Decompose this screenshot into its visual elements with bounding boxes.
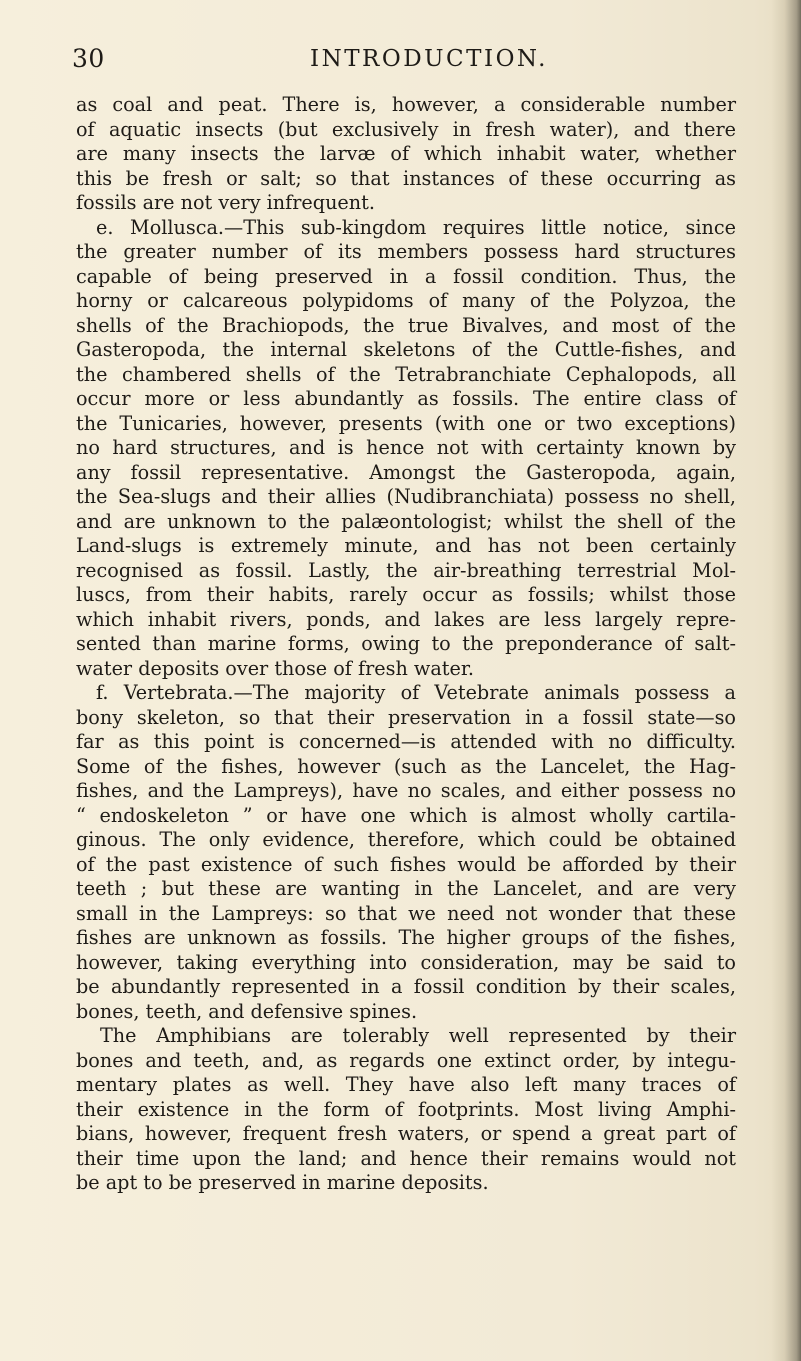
text-line: far as this point is concerned—is attended with no difficulty. xyxy=(76,730,736,753)
text-line: as coal and peat. There is, however, a considerable number xyxy=(76,93,736,116)
text-line: e. Mollusca.—This sub-kingdom requires little notice, since xyxy=(96,215,736,239)
text-line: ginous. The only evidence, therefore, which could be obtained xyxy=(76,828,736,851)
text-line: shells of the Brachiopods, the true Bivalves, and most of the xyxy=(76,313,736,337)
text-line: which inhabit rivers, ponds, and lakes are less largely repre- xyxy=(76,607,736,631)
text-line: Gasteropoda, the internal skeletons of the Cuttle-fishes, and xyxy=(76,338,736,361)
text-line: the greater number of its members possess hard structures xyxy=(76,240,736,263)
text-line: mentary plates as well. They have also left many traces of xyxy=(76,1073,736,1096)
text-line: bones, teeth, and defensive spines. xyxy=(76,999,418,1023)
text-line: teeth ; but these are wanting in the Lancelet, and are very xyxy=(76,877,736,900)
page-header xyxy=(72,44,742,80)
body-text xyxy=(76,93,736,1196)
page-gutter-shadow xyxy=(771,0,801,1361)
text-line: the chambered shells of the Tetrabranchiate Cephalopods, all xyxy=(76,362,736,386)
text-line: be apt to be preserved in marine deposits. xyxy=(76,1171,489,1194)
text-line: f. Vertebrata.—The majority of Vetebrate animals possess a xyxy=(96,681,736,704)
text-line: bones and teeth, and, as regards one extinct order, by integu- xyxy=(76,1048,736,1072)
text-line: horny or calcareous polypidoms of many of the Polyzoa, the xyxy=(76,289,736,312)
text-line: bians, however, frequent fresh waters, or spend a great part of xyxy=(76,1122,736,1145)
text-line: luscs, from their habits, rarely occur as fossils; whilst those xyxy=(76,583,736,606)
text-line: bony skeleton, so that their preservation in a fossil state—so xyxy=(76,705,736,729)
text-line: any fossil representative. Amongst the Gasteropoda, again, xyxy=(76,460,736,484)
text-line: small in the Lampreys: so that we need not wonder that these xyxy=(76,901,736,925)
text-line: The Amphibians are tolerably well represented by their xyxy=(100,1024,736,1047)
text-line: fishes are unknown as fossils. The higher groups of the fishes, xyxy=(76,926,736,949)
text-line: of aquatic insects (but exclusively in fresh water), and there xyxy=(76,117,736,141)
page-number: 30 xyxy=(72,44,105,73)
text-line: no hard structures, and is hence not with certainty known by xyxy=(76,436,736,459)
text-line: and are unknown to the palæontologist; whilst the shell of the xyxy=(76,509,736,533)
text-line: fishes, and the Lampreys), have no scales, and either possess no xyxy=(76,779,736,802)
text-line: fossils are not very infrequent. xyxy=(76,191,375,214)
text-line: however, taking everything into consideration, may be said to xyxy=(76,950,736,974)
text-line: sented than marine forms, owing to the preponderance of salt- xyxy=(76,632,736,655)
text-line: the Tunicaries, however, presents (with one or two exceptions) xyxy=(76,411,736,435)
text-line: of the past existence of such fishes would be afforded by their xyxy=(76,852,736,876)
text-line: be abundantly represented in a fossil condition by their scales, xyxy=(76,975,736,998)
text-line: “ endoskeleton ” or have one which is almost wholly cartila- xyxy=(76,803,736,827)
text-line: the Sea-slugs and their allies (Nudibranchiata) possess no shell, xyxy=(76,485,736,508)
text-line: capable of being preserved in a fossil condition. Thus, the xyxy=(76,264,736,288)
text-line: are many insects the larvæ of which inhabit water, whether xyxy=(76,142,736,165)
text-line: Land-slugs is extremely minute, and has not been certainly xyxy=(76,534,736,557)
text-line: their time upon the land; and hence their remains would not xyxy=(76,1146,736,1170)
text-line: occur more or less abundantly as fossils. The entire class of xyxy=(76,387,736,410)
text-line: water deposits over those of fresh water. xyxy=(76,656,475,680)
running-head: INTRODUCTION. xyxy=(310,46,548,72)
text-line: Some of the fishes, however (such as the Lancelet, the Hag- xyxy=(76,754,736,778)
text-line: their existence in the form of footprints. Most living Amphi- xyxy=(76,1097,736,1121)
text-line: recognised as fossil. Lastly, the air-breathing terrestrial Mol- xyxy=(76,558,736,582)
text-line: this be fresh or salt; so that instances of these occurring as xyxy=(76,166,736,190)
